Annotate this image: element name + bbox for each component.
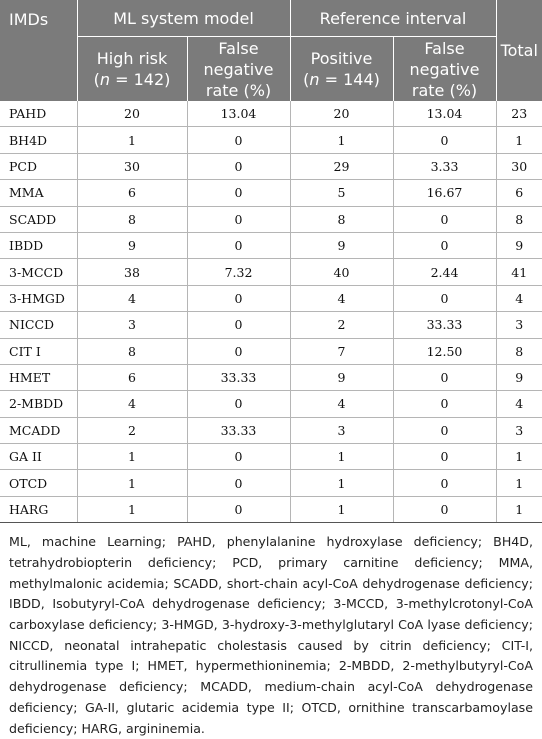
ml-fnr-cell: 0: [187, 338, 290, 364]
table-row: [0, 206, 542, 232]
table-row: [0, 364, 542, 390]
table-row: [0, 180, 542, 206]
header-ml-fnr-line-3: rate (%): [205, 80, 272, 100]
ref-positive-cell: 1: [290, 444, 393, 470]
ref-fnr-cell: 0: [393, 206, 496, 232]
imd-name-cell: PAHD: [0, 101, 77, 127]
header-ml-system-model: ML system model: [77, 0, 290, 37]
table-row: [0, 101, 542, 127]
total-cell: 9: [496, 232, 542, 258]
ref-positive-cell: 20: [290, 101, 393, 127]
header-row-1: [0, 0, 542, 37]
table-row: [0, 444, 542, 470]
header-ml-high-risk-label: High risk: [96, 49, 168, 68]
header-ml-open-paren: (: [93, 70, 100, 89]
ref-positive-cell: 8: [290, 206, 393, 232]
ml-high-risk-cell: 4: [77, 391, 187, 417]
header-row-2: [0, 37, 542, 102]
total-cell: 3: [496, 312, 542, 338]
table-row: [0, 417, 542, 443]
table-row: [0, 338, 542, 364]
ref-fnr-cell: 0: [393, 285, 496, 311]
total-cell: 1: [496, 470, 542, 496]
total-cell: 1: [496, 496, 542, 522]
header-ml-count: = 142): [110, 70, 171, 89]
ref-fnr-cell: 13.04: [393, 101, 496, 127]
ref-positive-cell: 1: [290, 470, 393, 496]
ml-high-risk-cell: 6: [77, 364, 187, 390]
header-ref-n-symbol: n: [309, 70, 320, 89]
ml-fnr-cell: 13.04: [187, 101, 290, 127]
ml-fnr-cell: 0: [187, 496, 290, 522]
table-row: [0, 496, 542, 522]
imd-name-cell: BH4D: [0, 127, 77, 153]
header-reference-interval: Reference interval: [290, 0, 496, 37]
header-ref-positive-label: Positive: [310, 49, 373, 68]
imd-name-cell: MMA: [0, 180, 77, 206]
header-imds: IMDs: [0, 0, 77, 101]
ml-fnr-cell: 0: [187, 180, 290, 206]
table-row: [0, 259, 542, 285]
header-ml-fnr-line-2: negative: [203, 59, 274, 79]
imd-name-cell: GA II: [0, 444, 77, 470]
header-ref-fnr-line-2: negative: [409, 59, 480, 79]
table-row: [0, 470, 542, 496]
ref-positive-cell: 9: [290, 364, 393, 390]
imd-name-cell: HMET: [0, 364, 77, 390]
ml-fnr-cell: 0: [187, 391, 290, 417]
ref-positive-cell: 4: [290, 285, 393, 311]
header-total: Total: [496, 0, 542, 101]
ref-positive-cell: 1: [290, 496, 393, 522]
ref-fnr-cell: 0: [393, 470, 496, 496]
header-ml-high-risk: [77, 37, 187, 102]
table-body: [0, 101, 542, 523]
header-ref-fnr-line-1: False: [424, 38, 465, 58]
ref-positive-cell: 5: [290, 180, 393, 206]
total-cell: 9: [496, 364, 542, 390]
ml-fnr-cell: 0: [187, 127, 290, 153]
imd-name-cell: 2-MBDD: [0, 391, 77, 417]
table-footnote: ML, machine Learning; PAHD, phenylalanine hydroxylase deficiency; BH4D, tetrahydrobiopterin deficiency; PCD, primary carnitine deficiency; MMA, methylmalonic acidemia; SCADD, short-chain acyl-CoA dehydrogenase deficiency; IBDD, Isobutyryl-CoA dehydrogenase deficiency; 3-MCCD, 3-methylcrotonyl-CoA carboxylase deficiency; 3-HMGD, 3-hydroxy-3-methylglutaryl CoA lyase deficiency; NICCD, neonatal intrahepatic cholestasis caused by citrin deficiency; CIT-I, citrullinemia type I; HMET, hypermethioninemia; 2-MBDD, 2-methylbutyryl-CoA dehydrogenase deficiency; MCADD, medium-chain acyl-CoA dehydrogenase deficiency; GA-II, glutaric acidemia type II; OTCD, ornithine transcarbamoylase deficiency; HARG, argininemia.: [9, 534, 533, 736]
header-ml-false-negative-rate: [187, 37, 290, 102]
ref-positive-cell: 7: [290, 338, 393, 364]
ml-high-risk-cell: 1: [77, 496, 187, 522]
imd-name-cell: HARG: [0, 496, 77, 522]
ml-high-risk-cell: 20: [77, 101, 187, 127]
total-cell: 4: [496, 391, 542, 417]
ref-positive-cell: 29: [290, 153, 393, 179]
imd-name-cell: 3-HMGD: [0, 285, 77, 311]
ref-fnr-cell: 0: [393, 391, 496, 417]
ref-positive-cell: 40: [290, 259, 393, 285]
ml-high-risk-cell: 1: [77, 444, 187, 470]
total-cell: 6: [496, 180, 542, 206]
ref-fnr-cell: 0: [393, 444, 496, 470]
ref-fnr-cell: 2.44: [393, 259, 496, 285]
imd-name-cell: NICCD: [0, 312, 77, 338]
ref-positive-cell: 4: [290, 391, 393, 417]
ref-positive-cell: 9: [290, 232, 393, 258]
ml-high-risk-cell: 3: [77, 312, 187, 338]
total-cell: 1: [496, 444, 542, 470]
total-cell: 41: [496, 259, 542, 285]
header-ref-fnr-line-3: rate (%): [411, 80, 478, 100]
ref-fnr-cell: 0: [393, 364, 496, 390]
total-cell: 3: [496, 417, 542, 443]
imd-name-cell: CIT I: [0, 338, 77, 364]
ref-positive-cell: 2: [290, 312, 393, 338]
ml-high-risk-cell: 8: [77, 206, 187, 232]
ml-fnr-cell: 0: [187, 232, 290, 258]
ref-fnr-cell: 12.50: [393, 338, 496, 364]
header-ref-count: = 144): [319, 70, 380, 89]
ref-fnr-cell: 3.33: [393, 153, 496, 179]
ref-fnr-cell: 0: [393, 417, 496, 443]
header-ref-open-paren: (: [303, 70, 310, 89]
imd-name-cell: OTCD: [0, 470, 77, 496]
imd-name-cell: IBDD: [0, 232, 77, 258]
ml-high-risk-cell: 30: [77, 153, 187, 179]
ml-fnr-cell: 7.32: [187, 259, 290, 285]
ml-high-risk-cell: 4: [77, 285, 187, 311]
total-cell: 4: [496, 285, 542, 311]
ml-fnr-cell: 33.33: [187, 417, 290, 443]
header-ref-positive: [290, 37, 393, 102]
ref-fnr-cell: 0: [393, 496, 496, 522]
ml-high-risk-cell: 38: [77, 259, 187, 285]
ml-high-risk-cell: 1: [77, 470, 187, 496]
table-row: [0, 391, 542, 417]
table-row: [0, 232, 542, 258]
imd-name-cell: SCADD: [0, 206, 77, 232]
ref-fnr-cell: 0: [393, 232, 496, 258]
ml-fnr-cell: 0: [187, 153, 290, 179]
ml-high-risk-cell: 6: [77, 180, 187, 206]
ml-high-risk-cell: 8: [77, 338, 187, 364]
header-ml-n-symbol: n: [99, 70, 111, 89]
ml-fnr-cell: 0: [187, 285, 290, 311]
ref-fnr-cell: 33.33: [393, 312, 496, 338]
ml-high-risk-cell: 2: [77, 417, 187, 443]
table-row: [0, 127, 542, 153]
header-ml-fnr-line-1: False: [218, 38, 259, 58]
ref-fnr-cell: 0: [393, 127, 496, 153]
table-row: [0, 312, 542, 338]
ml-fnr-cell: 0: [187, 312, 290, 338]
ref-positive-cell: 3: [290, 417, 393, 443]
total-cell: 30: [496, 153, 542, 179]
imd-name-cell: PCD: [0, 153, 77, 179]
total-cell: 8: [496, 206, 542, 232]
ml-fnr-cell: 0: [187, 444, 290, 470]
header-ref-false-negative-rate: [393, 37, 496, 102]
total-cell: 1: [496, 127, 542, 153]
ml-high-risk-cell: 1: [77, 127, 187, 153]
ml-fnr-cell: 0: [187, 470, 290, 496]
table-row: [0, 285, 542, 311]
total-cell: 23: [496, 101, 542, 127]
ml-fnr-cell: 33.33: [187, 364, 290, 390]
ref-fnr-cell: 16.67: [393, 180, 496, 206]
imd-name-cell: MCADD: [0, 417, 77, 443]
total-cell: 8: [496, 338, 542, 364]
ml-high-risk-cell: 9: [77, 232, 187, 258]
imd-name-cell: 3-MCCD: [0, 259, 77, 285]
ref-positive-cell: 1: [290, 127, 393, 153]
table-row: [0, 153, 542, 179]
ml-fnr-cell: 0: [187, 206, 290, 232]
